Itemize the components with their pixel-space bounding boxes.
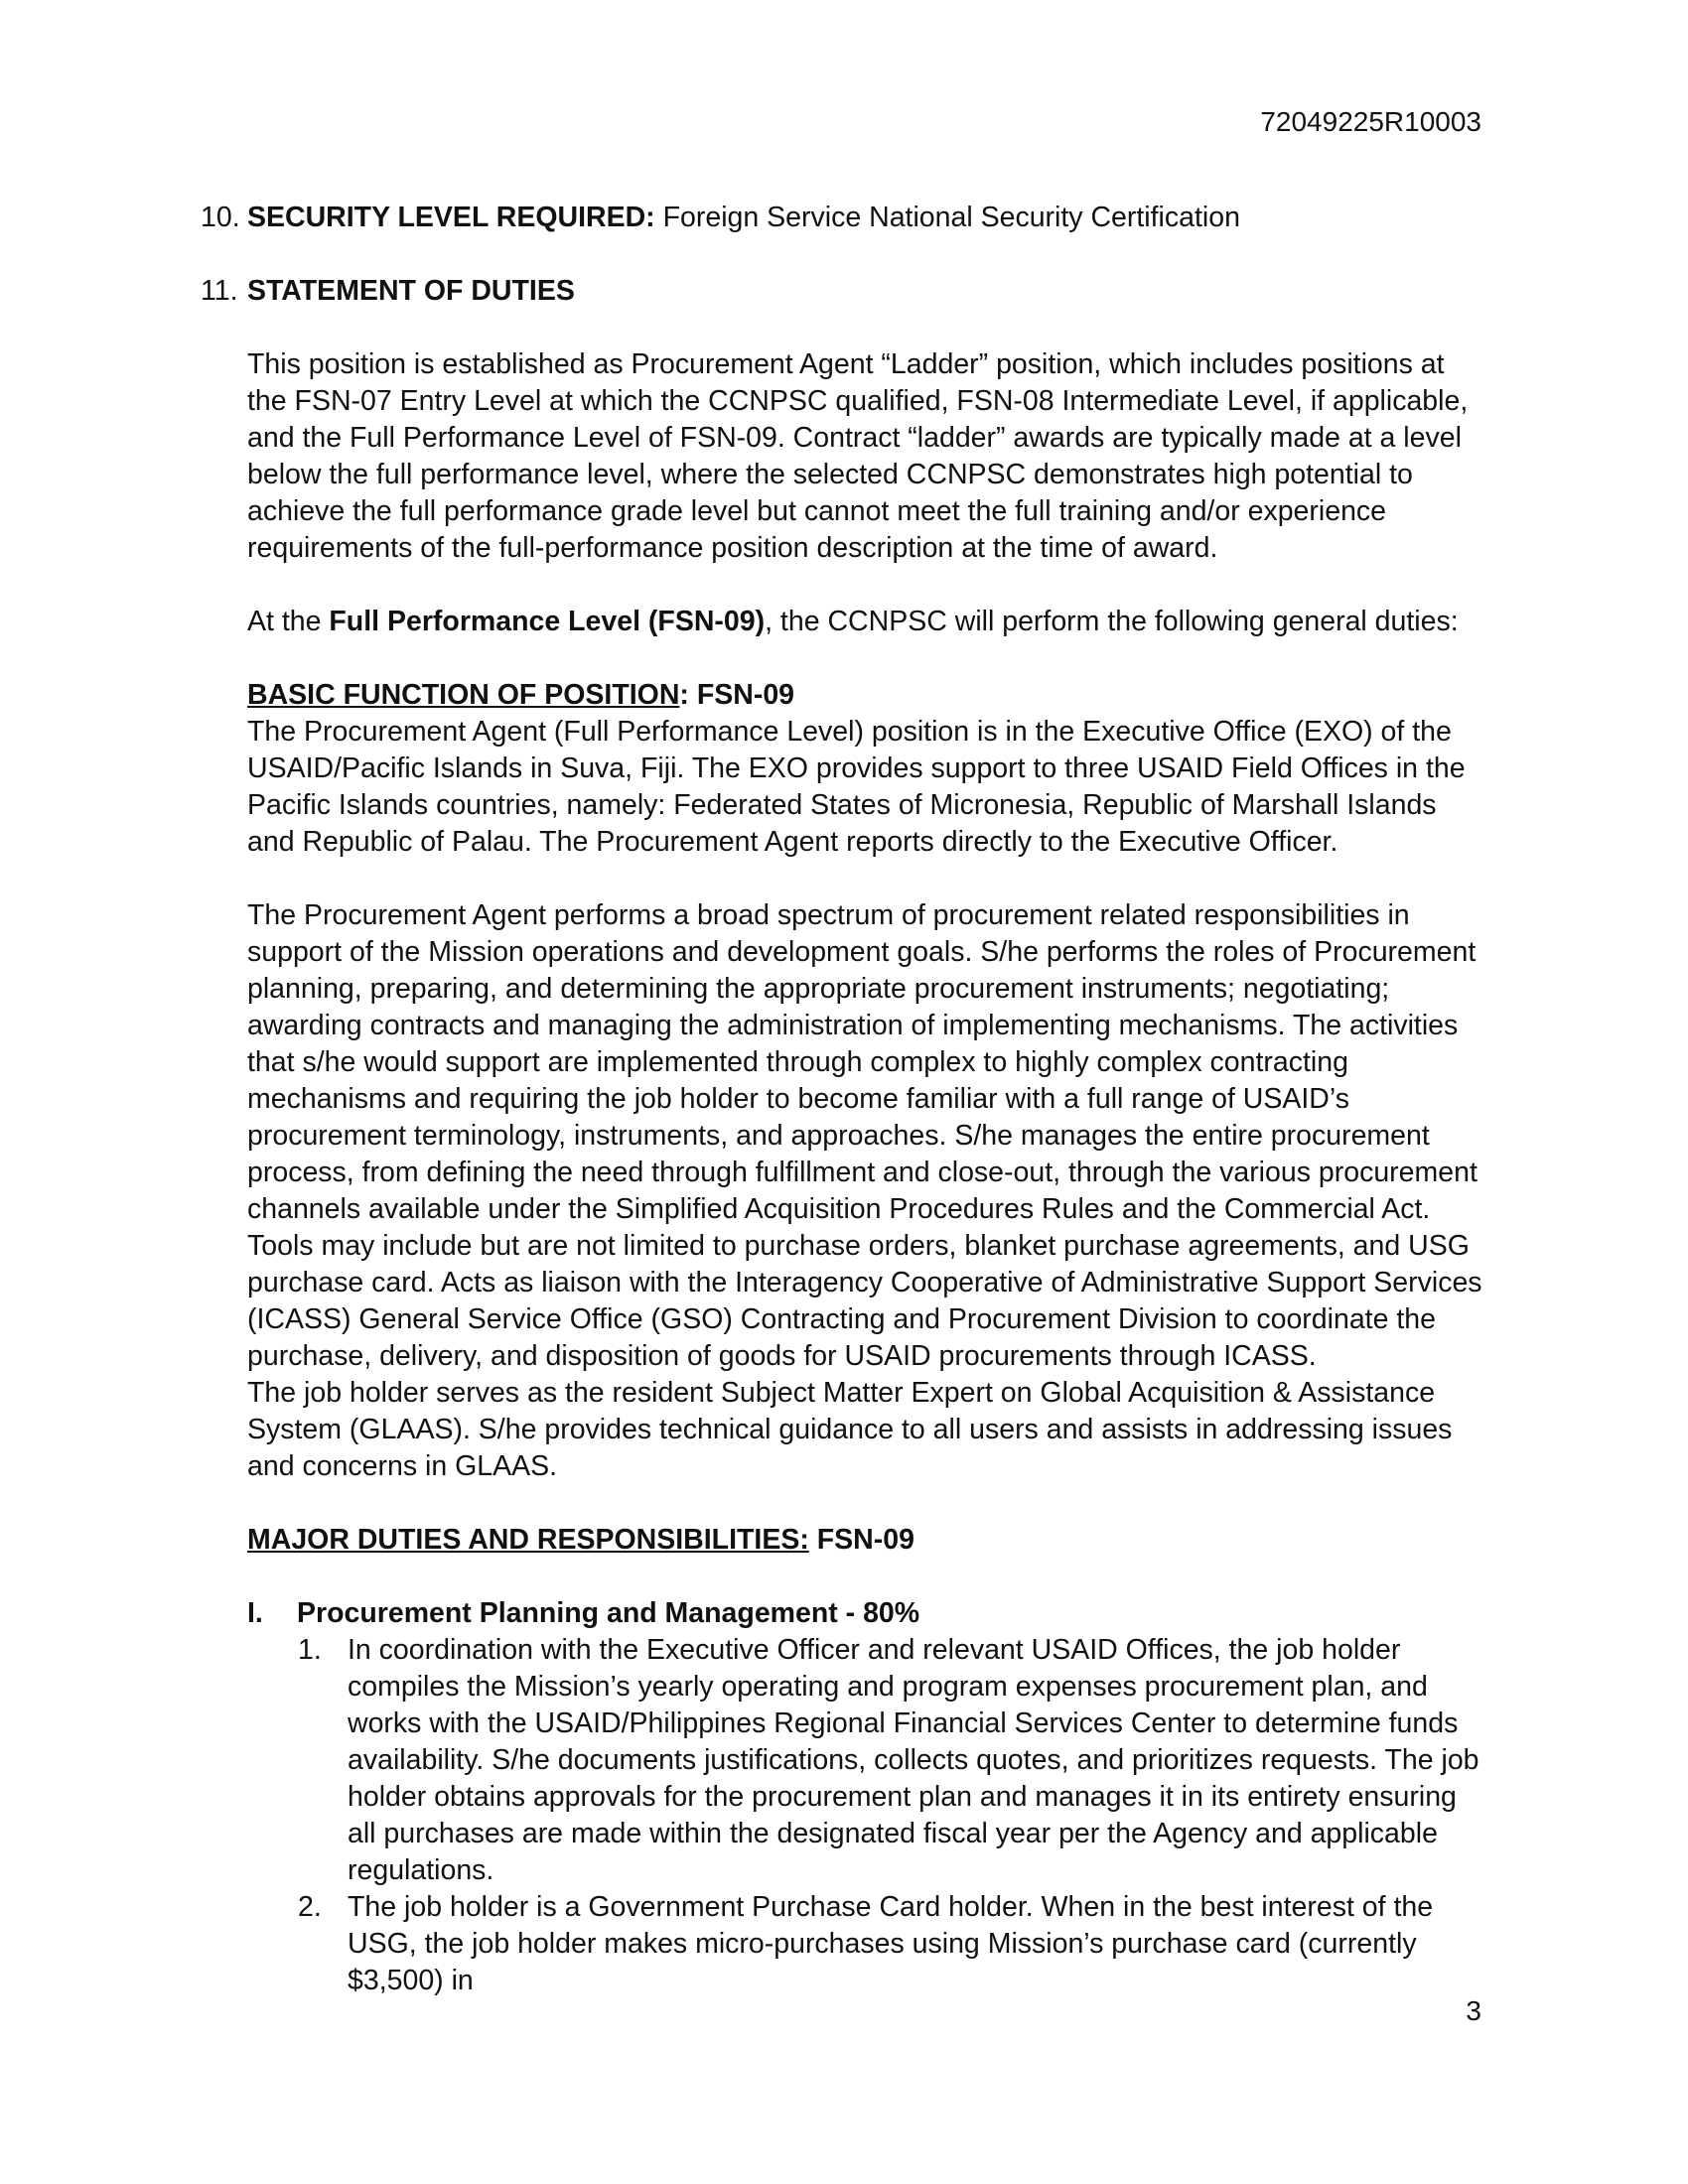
section-statement-of-duties: [201, 273, 1491, 310]
section-label: STATEMENT OF DUTIES: [247, 275, 575, 307]
duty-group-number: I.: [247, 1597, 263, 1629]
major-duties-heading-rest: FSN-09: [808, 1524, 914, 1556]
basic-function-heading: [247, 677, 1491, 714]
section-label: SECURITY LEVEL REQUIRED:: [247, 202, 655, 233]
major-duties-heading: [247, 1522, 1491, 1559]
list-item: [297, 1632, 1491, 1889]
basic-function-heading-underlined: BASIC FUNCTION OF POSITION: [247, 679, 680, 711]
list-item-text: In coordination with the Executive Officer and relevant USAID Offices, the job holder compiles the Mission’s yearly operating and program expenses procurement plan, and works with the USAID/Philippines Regional Financial Services Center to determine funds availability. S/he documents justifications, collects quotes, and prioritizes requests. The job holder obtains approvals for the procurement plan and manages it in its entirety ensuring all purchases are made within the designated fiscal year per the Agency and applicable regulations.: [348, 1634, 1479, 1886]
page-content: [201, 200, 1491, 1999]
statement-body: [201, 346, 1491, 1999]
basic-function-paragraph-2: The Procurement Agent performs a broad spectrum of procurement related responsibilities in support of the Mission operations and development goals. S/he performs the roles of Procurement planning, preparing, and determining the appropriate procurement instruments; negotiating; awarding contracts and managing the administration of implementing mechanisms. The activities that s/he would support are implemented through complex to highly complex contracting mechanisms and requiring the job holder to become familiar with a full range of USAID’s procurement terminology, instruments, and approaches. S/he manages the entire procurement process, from defining the need through fulfillment and close-out, through the various procurement channels available under the Simplified Acquisition Procedures Rules and the Commercial Act. Tools may include but are not limited to purchase orders, blanket purchase agreements, and USG purchase card. Acts as liaison with the Interagency Cooperative of Administrative Support Services (ICASS) General Service Office (GSO) Contracting and Procurement Division to coordinate the purchase, delivery, and disposition of goods for USAID procurements through ICASS.: [247, 899, 1482, 1372]
section-number: 11.: [201, 275, 238, 307]
basic-function-paragraph-3: The job holder serves as the resident Subject Matter Expert on Global Acquisition & Assistance System (GLAAS). S/he provides technical guidance to all users and assists in addressing issues and concerns in GLAAS.: [247, 1377, 1453, 1482]
page-number: 3: [1466, 1995, 1481, 2026]
duty-group-title: Procurement Planning and Management - 80%: [297, 1597, 920, 1629]
section-value: Foreign Service National Security Certification: [654, 202, 1240, 233]
section-number: 10.: [201, 202, 240, 233]
basic-function-paragraph-1: The Procurement Agent (Full Performance Level) position is in the Executive Office (EXO) of the USAID/Pacific Islands in Suva, Fiji. The EXO provides support to three USAID Field Offices in the Pacific Islands countries, namely: Federated States of Micronesia, Republic of Marshall Islands and Republic of Palau. The Procurement Agent reports directly to the Executive Officer.: [247, 716, 1466, 858]
duty-group-procurement-planning: [247, 1595, 1491, 1999]
full-performance-prefix: At the: [247, 606, 330, 637]
major-duties-heading-underlined: MAJOR DUTIES AND RESPONSIBILITIES:: [247, 1524, 809, 1556]
full-performance-level: Full Performance Level (FSN-09): [329, 606, 766, 637]
duty-list: [297, 1632, 1491, 1999]
full-performance-line: [247, 604, 1491, 640]
full-performance-suffix: , the CCNPSC will perform the following general duties:: [765, 606, 1459, 637]
intro-paragraph: This position is established as Procurement Agent “Ladder” position, which includes positions at the FSN-07 Entry Level at which the CCNPSC qualified, FSN-08 Intermediate Level, if applicable, and the Full Performance Level of FSN-09. Contract “ladder” awards are typically made at a level below the full performance level, where the selected CCNPSC demonstrates high potential to achieve the full performance grade level but cannot meet the full training and/or experience requirements of the full-performance position description at the time of award.: [247, 348, 1469, 564]
list-item-number: 2.: [298, 1891, 322, 1923]
basic-function-heading-rest: : FSN-09: [679, 679, 795, 711]
list-item-text: The job holder is a Government Purchase Card holder. When in the best interest of the USG, the job holder makes micro-purchases using Mission’s purchase card (currently $3,500) in: [348, 1891, 1434, 1996]
section-security-level: [201, 200, 1491, 236]
list-item: [297, 1889, 1491, 1999]
document-id: 72049225R10003: [1260, 106, 1481, 137]
list-item-number: 1.: [298, 1634, 322, 1666]
